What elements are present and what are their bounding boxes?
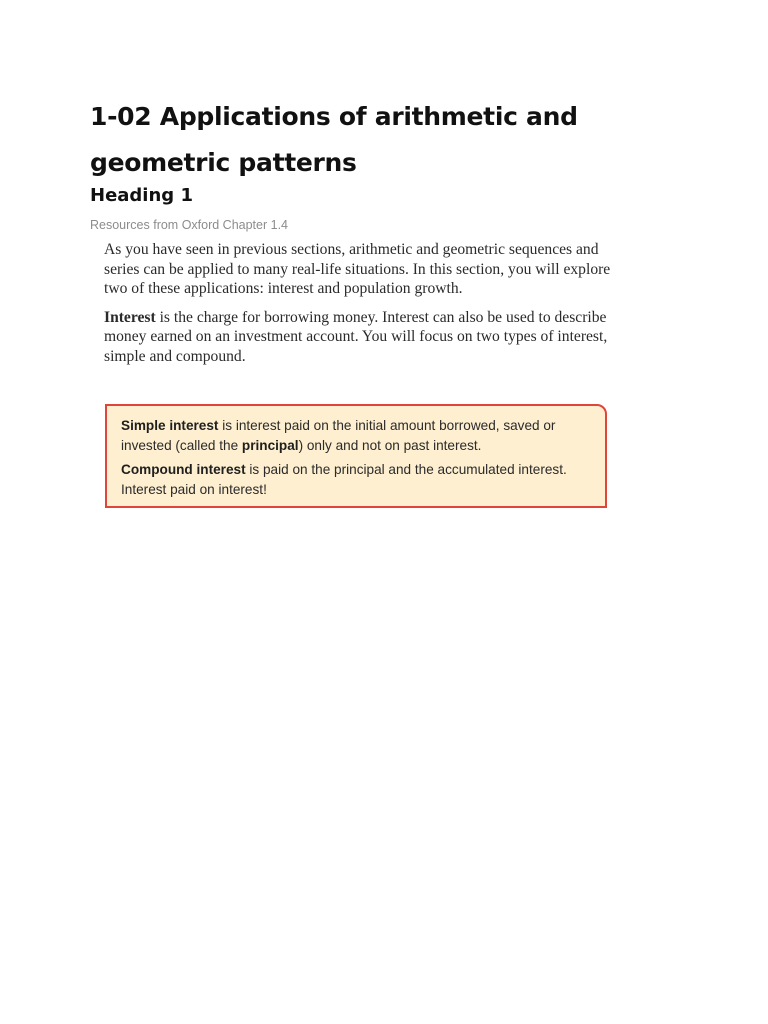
page-title: 1-02 Applications of arithmetic and geometric patterns [90,102,578,177]
definition-compound-interest [121,460,591,500]
compound-interest-text: is paid on the principal and the accumulated interest. Interest paid on interest! [121,462,567,497]
definition-simple-interest [121,416,591,456]
simple-interest-text-1: is interest paid on the initial amount borrowed, saved or invested (called the [121,418,556,453]
simple-interest-text-2: ) only and not on past interest. [298,438,482,453]
excerpt-paragraph-interest [104,308,614,367]
textbook-excerpt-image [104,240,614,375]
section-heading: Heading 1 [90,185,193,206]
term-principal: principal [241,438,299,453]
term-compound-interest: Compound interest [121,462,246,477]
definition-box [105,404,607,508]
excerpt-paragraph-intro: As you have seen in previous sections, arithmetic and geometric sequences and series can be applied to many real-life situations. In this section, you will explore two of these applications: interest and population growth. [104,241,611,297]
term-interest: Interest [104,308,156,326]
interest-description: is the charge for borrowing money. Interest can also be used to describe money earned on an investment account. You will focus on two types of interest, simple and compound. [104,308,608,365]
term-simple-interest: Simple interest [121,418,219,433]
source-note: Resources from Oxford Chapter 1.4 [90,218,288,232]
